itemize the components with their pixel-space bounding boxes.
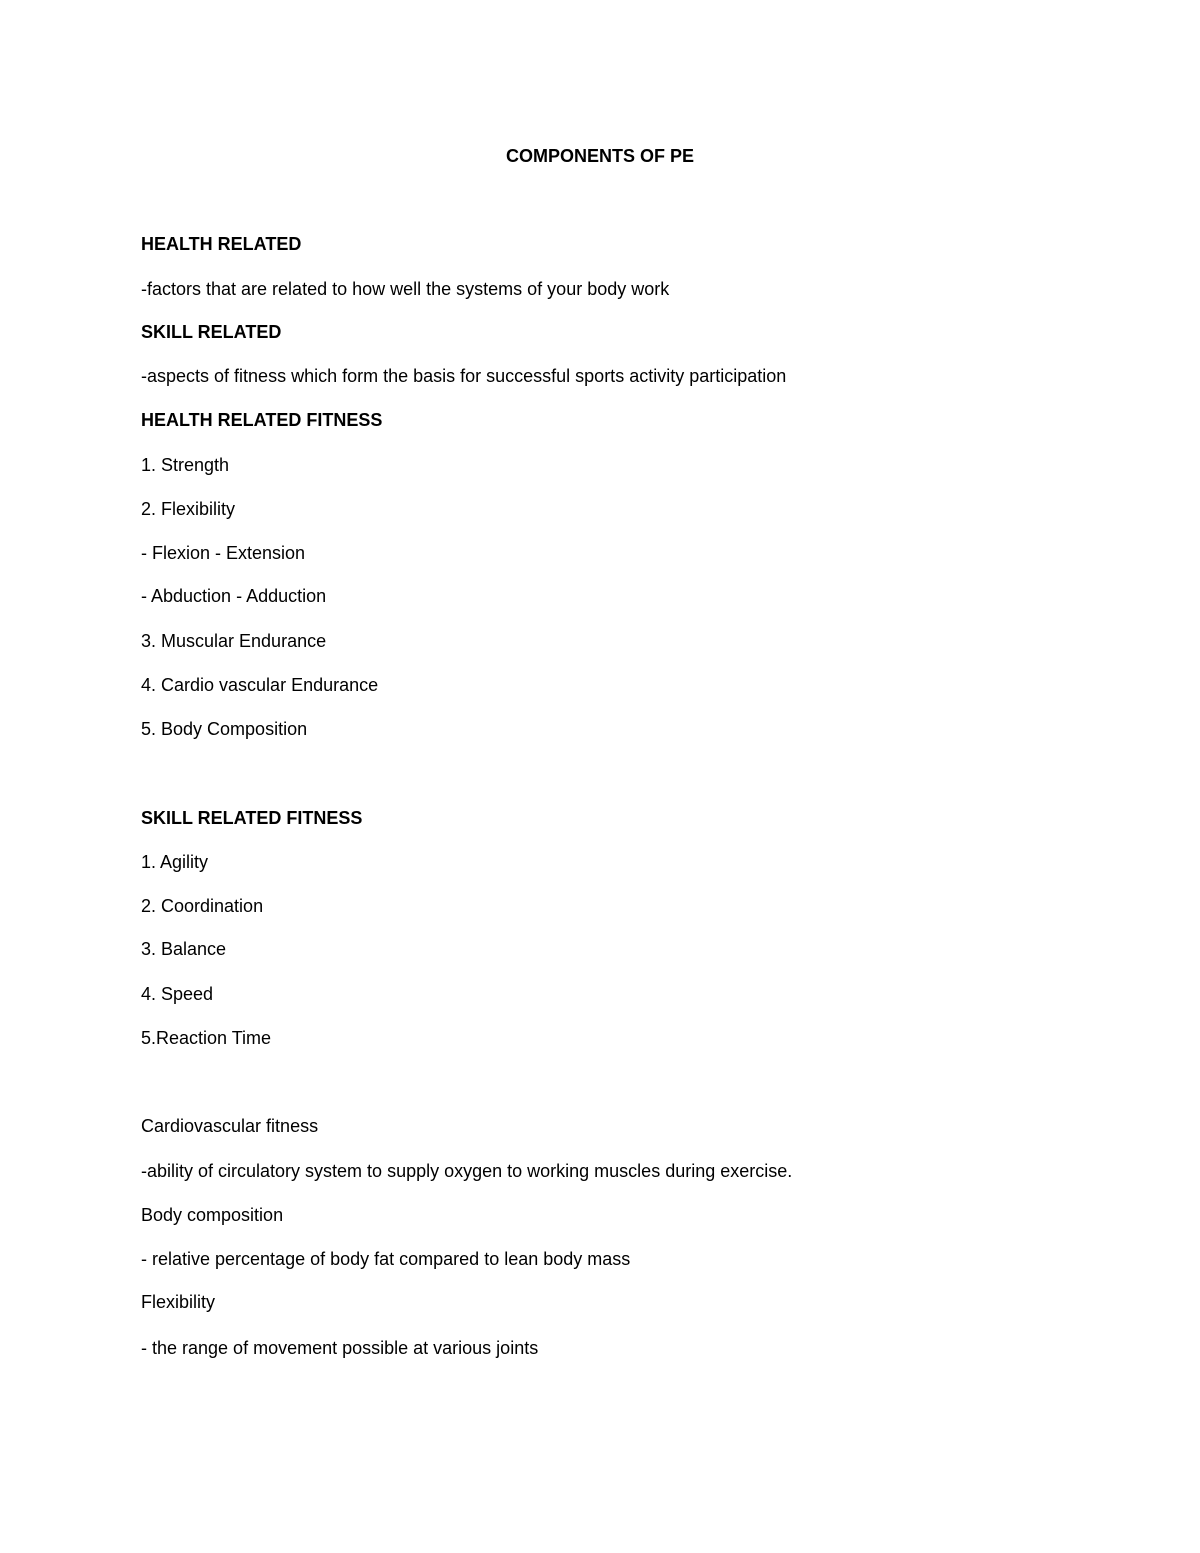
definition-flexibility: - the range of movement possible at various joints <box>141 1338 539 1358</box>
list-item: 3. Balance <box>141 939 227 959</box>
list-item: 1. Agility <box>141 852 209 872</box>
list-item: 5. Body Composition <box>141 719 308 739</box>
list-item: 2. Coordination <box>141 896 264 916</box>
list-item: 4. Speed <box>141 984 214 1004</box>
definition-body-composition: - relative percentage of body fat compared to lean body mass <box>141 1249 631 1269</box>
heading-skill-related-fitness: SKILL RELATED FITNESS <box>141 808 363 828</box>
heading-skill-related: SKILL RELATED <box>141 322 282 342</box>
list-item: - Flexion - Extension <box>141 543 306 563</box>
list-item: - Abduction - Adduction <box>141 586 327 606</box>
list-item: 1. Strength <box>141 455 230 475</box>
term-flexibility: Flexibility <box>141 1292 216 1312</box>
document-title: COMPONENTS OF PE <box>505 146 694 166</box>
list-item: 5.Reaction Time <box>141 1028 272 1048</box>
list-item: 2. Flexibility <box>141 499 236 519</box>
health-related-definition: -factors that are related to how well the systems of your body work <box>141 279 670 299</box>
definition-cardiovascular-fitness: -ability of circulatory system to supply oxygen to working muscles during exercise. <box>141 1161 793 1181</box>
term-body-composition: Body composition <box>141 1205 284 1225</box>
list-item: 3. Muscular Endurance <box>141 631 327 651</box>
list-item: 4. Cardio vascular Endurance <box>141 675 379 695</box>
heading-health-related: HEALTH RELATED <box>141 234 302 254</box>
term-cardiovascular-fitness: Cardiovascular fitness <box>141 1116 319 1136</box>
heading-health-related-fitness: HEALTH RELATED FITNESS <box>141 410 383 430</box>
skill-related-definition: -aspects of fitness which form the basis for successful sports activity participation <box>141 366 787 386</box>
